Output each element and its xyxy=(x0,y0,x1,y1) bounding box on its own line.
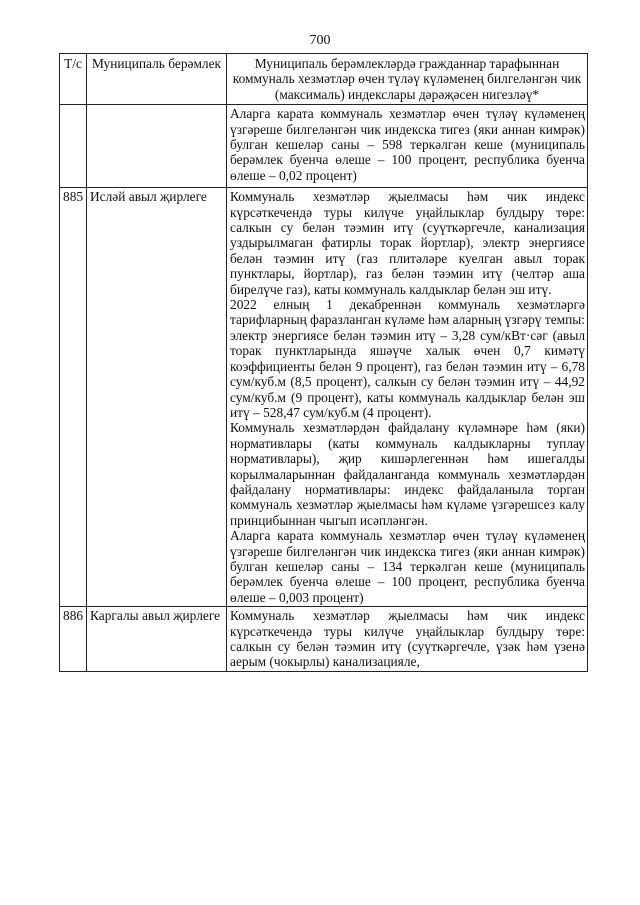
basis-paragraph: 2022 елның 1 декабреннән коммуналь хезмәтләргә тарифларның фаразланган күләме һәм аларның үзгәрү темпы: электр энергиясе белән тәэмин итү – 3,28 сум/кВт·сәг (авыл торак пунктларында яшәүче халык өчен 0,7 кимәтү коэффициенты белән 9 процент), газ белән тәэмин итү – 6,78 сум/куб.м (8,5 процент), салкын су белән тәэмин итү – 44,92 сум/куб.м (9 процент), каты коммуналь калдыклар белән эш итү – 528,47 сум/куб.м (4 процент). xyxy=(230,297,585,420)
header-municipality: Муниципаль берәмлек xyxy=(87,54,227,105)
row-municipality: Каргалы авыл җирлеге xyxy=(87,607,227,672)
table-row xyxy=(60,188,588,607)
table-row xyxy=(60,105,588,188)
basis-paragraph: Аларга карата коммуналь хезмәтләр өчен түләү күләменең үзгәреше билгеләнгән чик индекска тигез (яки аннан кимрәк) булган кешеләр саны – 598 теркәлгән кеше (муниципаль берәмлек буенча өлеше – 100 процент, республика буенча өлеше – 0,02 процент) xyxy=(230,106,585,183)
table-header-row xyxy=(60,54,588,105)
row-number: 886 xyxy=(60,607,87,672)
basis-paragraph: Коммуналь хезмәтләр җыелмасы һәм чик индекс күрсәткечендә туры килүче уңайлыклар булдыру төре: салкын су белән тәэмин итү (суүткәргечле, канализация уздырылмаган фатирлы торак йортлар), электр энергиясе белән тәэмин итү (газ плитәләре куелган авыл торак пунктлары, йортлар), газ белән тәэмин итү (челтәр аша бирелүче газ), каты коммуналь калдыклар белән эш итү. xyxy=(230,189,585,297)
basis-paragraph: Аларга карата коммуналь хезмәтләр өчен түләү күләменең үзгәреше билгеләнгән чик индекска тигез (яки аннан кимрәк) булган кешеләр саны – 134 теркәлгән кеше (муниципаль берәмлек буенча өлеше – 100 процент, республика буенча өлеше – 0,003 процент) xyxy=(230,528,585,605)
row-number: 885 xyxy=(60,188,87,607)
table-row xyxy=(60,607,588,672)
row-basis-text xyxy=(227,607,588,672)
basis-paragraph: Коммуналь хезмәтләр җыелмасы һәм чик индекс күрсәткечендә туры килүче уңайлыклар булдыру төре: салкын су белән тәэмин итү (суүткәргечле, үзәк һәм үзенә аерым (чокырлы) канализацияле, xyxy=(230,608,585,670)
basis-paragraph: Коммуналь хезмәтләрдән файдалану күләмнәре һәм (яки) нормативлары (каты коммуналь калдыкларны туплау нормативлары), җир кишәрлегеннән һәм ишегалды корылмаларыннан файдаланганда коммуналь хезмәтләрдән файдалану нормативлары: индекс файдаланыла торган коммуналь хезмәтләр җыелмасы һәм күләме үзгәрешсез калу принцибыннан чыгып исәпләнгән. xyxy=(230,420,585,528)
municipal-index-table xyxy=(59,53,588,672)
row-municipality xyxy=(87,105,227,188)
row-basis-text xyxy=(227,105,588,188)
header-index-basis: Муниципаль берәмлекләрдә гражданнар тарафыннан коммуналь хезмәтләр өчен түләү күләменең билгеләнгән чик (максималь) индекслары дәрәҗәсен нигезләү* xyxy=(227,54,588,105)
row-municipality: Ислəй авыл җирлеге xyxy=(87,188,227,607)
row-number xyxy=(60,105,87,188)
page-number: 700 xyxy=(309,33,331,48)
header-number: Т/с xyxy=(60,54,87,105)
row-basis-text xyxy=(227,188,588,607)
